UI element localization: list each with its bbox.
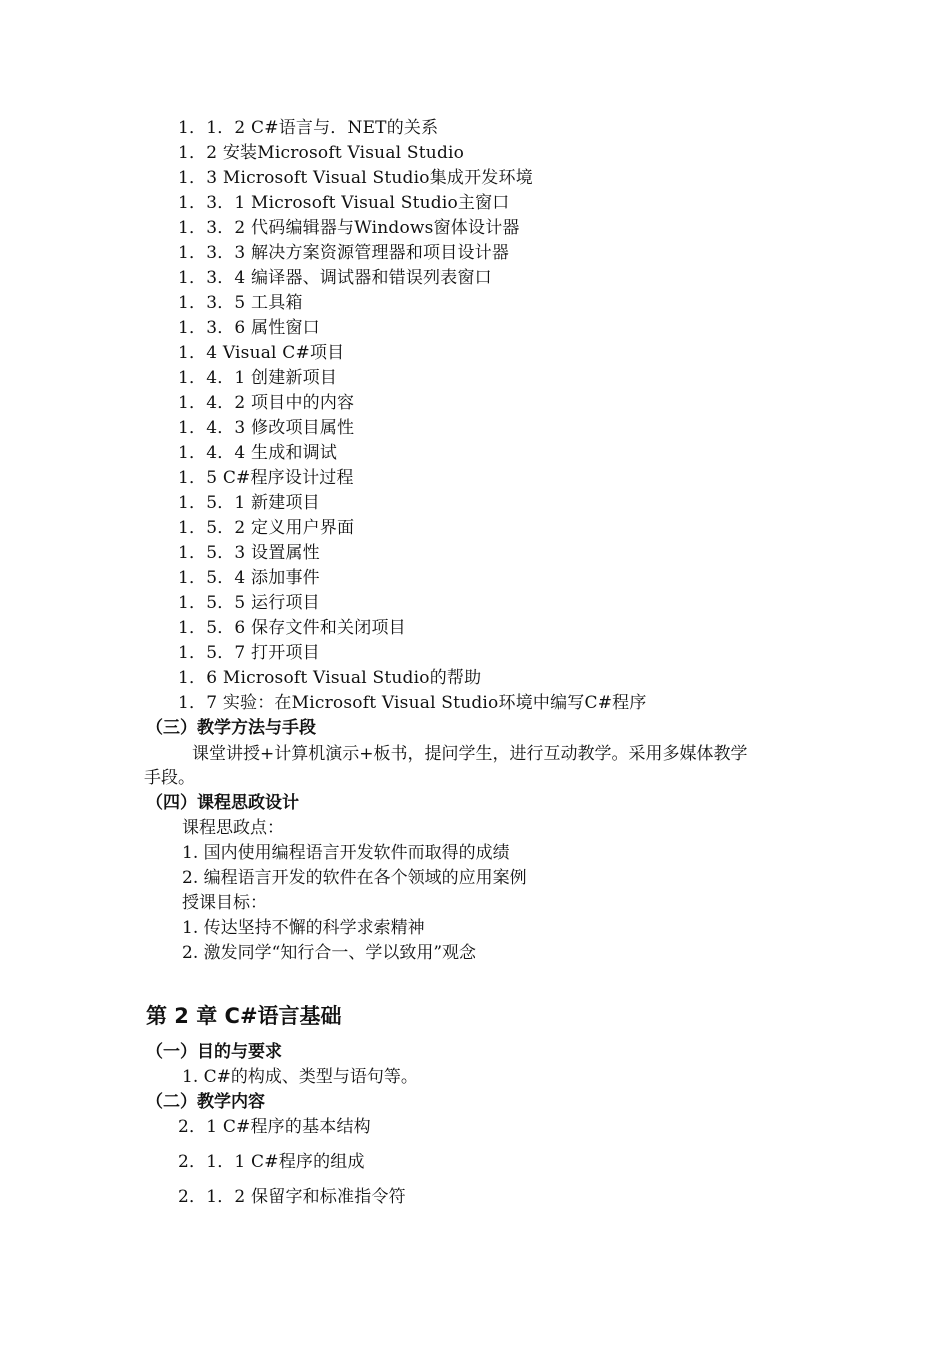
toc-line: 1．3．1 Microsoft Visual Studio主窗口 (178, 193, 510, 213)
list-item: 1. 传达坚持不懈的科学求索精神 (182, 918, 425, 938)
points-label: 课程思政点： (182, 818, 284, 838)
chapter-title: 第 2 章 C#语言基础 (146, 1004, 342, 1028)
toc-line: 2．1．2 保留字和标准指令符 (178, 1187, 406, 1207)
toc-line: 1．3 Microsoft Visual Studio集成开发环境 (178, 168, 533, 188)
paragraph-line: 课堂讲授+计算机演示+板书，提问学生，进行互动教学。采用多媒体教学 (192, 744, 748, 764)
toc-line: 2．1．1 C#程序的组成 (178, 1152, 365, 1172)
paragraph-line: 手段。 (144, 768, 195, 788)
toc-line: 1．5．5 运行项目 (178, 593, 320, 613)
section-heading: （四）课程思政设计 (146, 793, 299, 813)
toc-line: 1．3．2 代码编辑器与Windows窗体设计器 (178, 218, 520, 238)
toc-line: 2．1 C#程序的基本结构 (178, 1117, 371, 1137)
toc-line: 1．6 Microsoft Visual Studio的帮助 (178, 668, 482, 688)
section-heading: （一）目的与要求 (146, 1042, 282, 1062)
toc-line: 1．1．2 C#语言与．NET的关系 (178, 118, 439, 138)
toc-line: 1．4．3 修改项目属性 (178, 418, 355, 438)
toc-line: 1．4 Visual C#项目 (178, 343, 345, 363)
toc-line: 1．5．3 设置属性 (178, 543, 320, 563)
list-item: 2. 编程语言开发的软件在各个领域的应用案例 (182, 868, 527, 888)
list-item: 1. 国内使用编程语言开发软件而取得的成绩 (182, 843, 510, 863)
toc-line: 1．4．4 生成和调试 (178, 443, 338, 463)
toc-line: 1．5．2 定义用户界面 (178, 518, 355, 538)
toc-line: 1．5．1 新建项目 (178, 493, 320, 513)
toc-line: 1．4．1 创建新项目 (178, 368, 338, 388)
toc-line: 1．5 C#程序设计过程 (178, 468, 354, 488)
toc-line: 1．7 实验：在Microsoft Visual Studio环境中编写C#程序 (178, 693, 647, 713)
toc-line: 1．3．5 工具箱 (178, 293, 303, 313)
toc-line: 1．2 安装Microsoft Visual Studio (178, 143, 465, 163)
toc-line: 1．3．4 编译器、调试器和错误列表窗口 (178, 268, 492, 288)
list-item: 2. 激发同学“知行合一、学以致用”观念 (182, 943, 477, 963)
toc-line: 1．3．3 解决方案资源管理器和项目设计器 (178, 243, 510, 263)
toc-line: 1．5．7 打开项目 (178, 643, 320, 663)
toc-line: 1．5．4 添加事件 (178, 568, 320, 588)
toc-line: 1．4．2 项目中的内容 (178, 393, 355, 413)
section-heading: （三）教学方法与手段 (146, 718, 316, 738)
toc-line: 1．5．6 保存文件和关闭项目 (178, 618, 406, 638)
section-heading: （二）教学内容 (146, 1092, 265, 1112)
goals-label: 授课目标： (182, 893, 267, 913)
list-item: 1. C#的构成、类型与语句等。 (182, 1067, 418, 1087)
toc-line: 1．3．6 属性窗口 (178, 318, 320, 338)
